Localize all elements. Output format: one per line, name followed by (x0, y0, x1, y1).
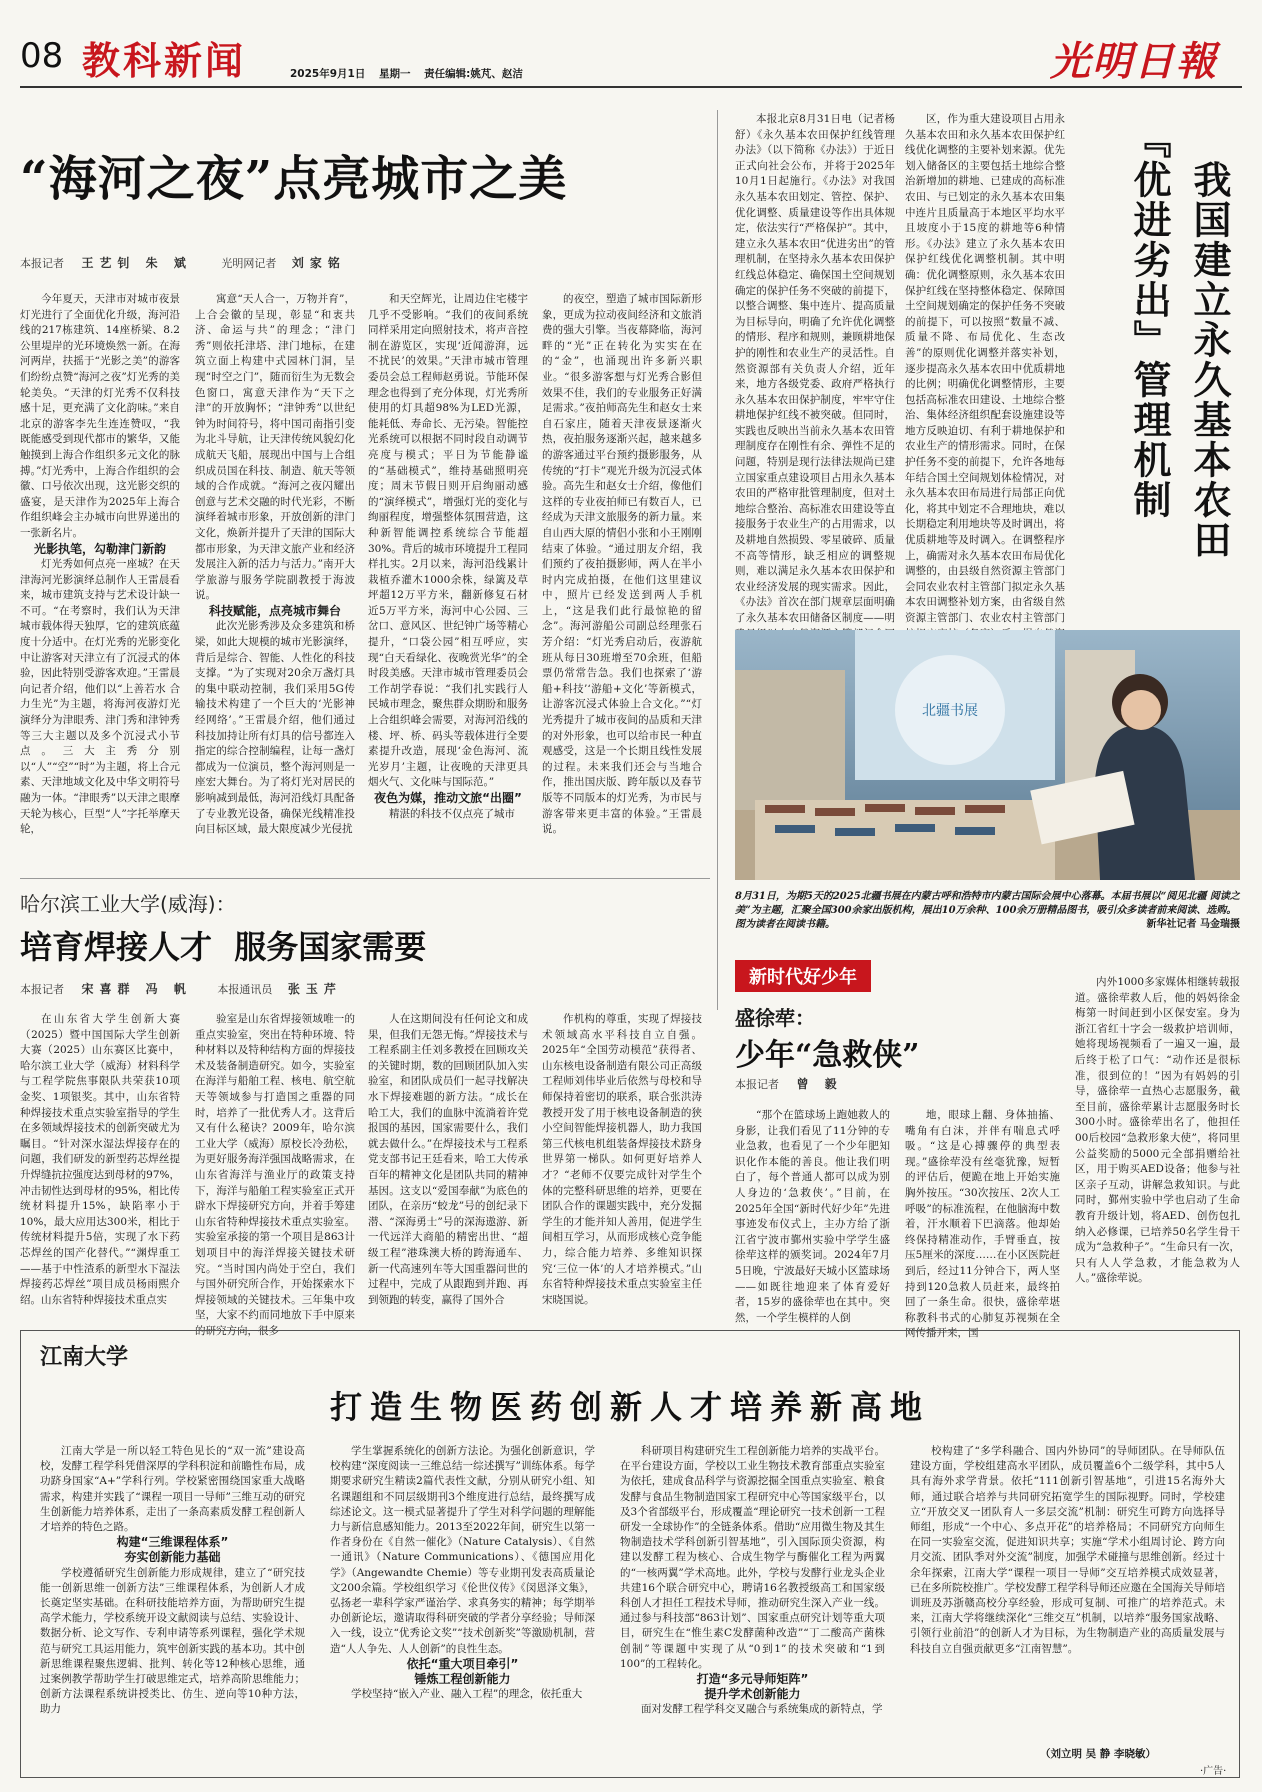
article1-column-4: 的夜空，塑造了城市国际新形象，更成为拉动夜间经济和文旅消费的强大引擎。当夜幕降临，海河畔的“光”正在转化为实实在在的“金”，也涌现出许多新兴职业。“很多游客想与灯光秀合影但效果不佳，我们的专业服务正好满足需求。”夜拍师高先生和赵女士来自石家庄，随着天津夜景逐渐火热，夜拍服务逐渐兴起，越来越多的游客通过平台预约摄影服务，从传统的“打卡”观光升级为沉浸式体验。高先生和赵女士介绍，像他们这样的专业夜拍师已有数百人，已经成为天津文旅服务的新力量。来自山西大原的情侣小张和小王刚刚结束了体验。“通过朋友介绍，我们预约了夜拍摄影师，两人在半小时内完成拍摄，在他们这里建议中，照片已经发送到两人手机上，“这是我们此行最惊艳的留念”。海河游船公司副总经理张石芳介绍：“灯光秀启动后，夜游航班从每日30班增至70余班，但船票仍常常告急。我们也探索了‘游船+科技’‘游船+文化’等新模式，让游客沉浸式体验上合文化。”“灯光秀提升了城市夜间的品质和天津的对外形象，也可以给市民一种直观感受，这是一个长期且线性发展的过程。未来我们还会与当地合作，推出国庆版、跨年版以及春节版等不同版本的灯光秀，为市民与游客带来更丰富的体验。”王雷晨说。 (542, 293, 702, 836)
article5-subhead-1b: 夯实创新能力基础 (124, 1550, 221, 1565)
article1-subhead-3: 夜色为媒，推动文旅“出圈” (374, 791, 522, 805)
article1-subhead-1: 光影执笔，勾勒津门新韵 (33, 541, 166, 556)
book-fair-photo (735, 630, 1240, 880)
article3-title-line-2: 『优进劣出』管理机制 (1127, 120, 1172, 520)
article3-title-line-1: 我国建立永久基本农田 (1187, 160, 1232, 560)
article5-column-4: 校构建了“多学科融合、国内外协同”的导师团队。在导师队伍建设方面，学校组建高水平团队，成员覆盖6个二级学科，其中5人具有海外求学背景。依托“111创新引智基地”，引进15名海外大师，通过联合培养与共同研究拓宽学生的国际视野。同时，学校建立“开放交叉一团队育人一多层交流”机制：研究生可跨方向选择导师组，形成“一个中心、多点开花”的培养格局；不同研究方向师生在同一实验室交流，促进知识共享；实施“学术小组周讨论、跨方向月交流、团队季对外交流”制度，加强学术碰撞与思维创新。经过十余年探索，江南大学“课程一项目一导师”交互培养模式成效显著，已在多所院校推广。学校发酵工程学科导师还应邀在全国海关导师培训班及苏浙赣高校分享经验，形成可复制、可推广的培养范式。未来，江南大学将继续深化“三维交互”机制，以培养“服务国家战略、引领行业前沿”的创新人才为目标，为生物制造产业的高质量发展与科技自立自强贡献更多“江南智慧”。 (910, 1445, 1225, 1655)
article5-subhead-3b: 提升学术创新能力 (704, 1687, 801, 1702)
article2-byline: 本报记者 宋喜群 冯 帆 本报通讯员 张玉芹 (20, 982, 342, 996)
book-fair-photo-illustration (735, 630, 1240, 880)
article5-column-2: 学生掌握系统化的创新方法论。为强化创新意识，学校构建“深度阅读一三维总结一综述撰写”训练体系。每学期要求研究生精读2篇代表性文献，分别从研究小组、知名课题组和不同层级期刊3个维度进行总结，最终撰写成综述论文。这一模式显著提升了学生对科学问题的理解能力与新信息感知能力。2013至2022年间，研究生以第一作者身份在《自然一催化》（Nature Catalysis）、《自然一通讯》（Nature Communications）、《德国应用化学》（Angewandte Chemie）等专业期刊发表高质量论文200余篇。学校组织学习《伦世仪传》《闵恩泽文集》，弘扬老一辈科学家严谨治学、求真务实的精神；每学期举办创新论坛，邀请取得科研突破的学者分享经验；导师深入一线，设立“优秀论文奖”“技术创新奖”等激励机制，营造“人人争先、人人创新”的良性生态。 依托“重大项目牵引” 锤炼工程创新能力 学校坚持“嵌入产业、融入工程”的理念，依托重大 (330, 1445, 595, 1701)
article4-column-2: 地，眼球上翻、身体抽搐、嘴角有白沫，并伴有喘息式呼吸。“这是心搏骤停的典型表现。”盛徐荦没有丝毫犹豫，短暂的评估后，便跪在地上开始实施胸外按压。“30次按压、2次人工呼吸”的标准流程，在他脑海中数着，汗水顺着下巴滴落。他却始终保持精准动作，手臂垂直，按压5厘米的深度……在小区医院赶到后，经过11分钟合下，两人坚持到120急救人员赶来，最终拍回了一条生命。很快，盛徐荦堪称教科书式的心肺复苏视频在全网传播开来，国 (905, 1109, 1060, 1340)
article2-column-1: 在山东省大学生创新大赛（2025）暨中国国际大学生创新大赛（2025）山东赛区比赛中，哈尔滨工业大学（威海）材料科学与工程学院焦事限队共荣获10项金奖、1项银奖。其中，山东省特种焊接技术重点实验室指导的学生在多领域焊接技术的创新突破尤为瞩目。“针对深水湿法焊接存在的问题，我们研发的新型药芯焊丝提升焊缝抗拉强度达到母材的97%，冲击韧性达到母材的95%，相比传统材料提升15%，缺陷率小于10%，最大应用达300米，相比于传统材料提升5倍，实现了水下药芯焊丝的国产化替代。”“渊焊重工——基于中性渣系的新型水下湿法焊接药芯焊丝”项目成员杨雨熙介绍。山东省特种焊接技术重点实 (20, 1013, 180, 1306)
article5-authors: （刘立明 吴 静 李晓敏） (1040, 1748, 1156, 1760)
svg-text:北疆书展: 北疆书展 (922, 703, 978, 719)
article5-subhead-2a: 依托“重大项目牵引” (406, 1656, 519, 1671)
article4-column-1: “那个在篮球场上跑她救人的身影，让我们看见了11分钟的专业急救，也看见了一个少年肥知识化作本能的善良。他让我们明白了，每个普通人都可以成为别人身边的‘急救侠’。”目前，在2025年全国“新时代好少年”先进事迹发布仪式上，主办方给了浙江省宁波市鄞州实验中学学生盛徐荦这样的颁奖词。2024年7月5日晚，宁波最好天城小区篮球场——如既往地迎来了体育爱好者，15岁的盛徐荦也在其中。突然，一个学生模样的人倒 (735, 1109, 890, 1324)
masthead-rule (20, 86, 1242, 88)
article1-byline: 本报记者 王艺钊 朱 斌 光明网记者 刘家铭 (20, 256, 346, 270)
article5-subhead-2b: 锤炼工程创新能力 (414, 1672, 511, 1687)
ad-mark: ·广告· (1200, 1766, 1227, 1777)
paper-logo: 光明日報 (1050, 38, 1218, 85)
article4-title: 少年“急救侠” (735, 1038, 920, 1073)
article2-column-4: 作机构的尊重，实现了焊接技术领域高水平科技自立自强。2025年“全国劳动模范”获得者、山东核电设备制造有限公司正高级工程师刘伟毕业后依然与母校和导师保持着密切的联系，联合张洪涛教授开发了用于核电设备制造的狭小空间智能焊接机器人，助力我国第三代核电机组装备焊接技术跻身世界第一梯队。如何更好培养人才？“老师不仅要完成针对学生个体的完整科研思维的培养，更要在团队合作的课题实践中，充分发掘学生的才能并知人善用，促进学生间相互学习，从而形成核心竞争能力，综合能力培养、多维知识探究‘三位一体’的人才培养模式。”山东省特种焊接技术重点实验室主任宋晓国说。 (542, 1013, 702, 1306)
article4-byline: 本报记者 曾 毅 (735, 1077, 843, 1091)
article1-subhead-2: 科技赋能，点亮城市舞台 (208, 603, 341, 618)
article2-column-3: 人在这期间没有任何论文和成果，但我们无怨无悔。”焊接技术与工程系副主任刘多教授在回顾攻关的关键时期，数的回顾团队加入实验室，和团队成员们一起寻找解决水下焊接难题的新方法。“成长在哈工大，我们的血脉中流淌着许党报国的基因，国家需要什么，我们就去做什么。”在焊接技术与工程系党支部书记王廷看来，哈工大传承百年的精神文化是团队共同的精神基因。这支以“爱国奉献”为底色的团队，在亲历“蛟龙”号的创纪录下潜、“深海勇士”号的深海遨游、新一代远洋大商船的精密出世、“超级工程”港珠澳大桥的跨海通车、新一代高速列车等大国重器问世的过程中，完成了从跟跑到并跑、再到领跑的转变，赢得了国外合 (368, 1013, 528, 1306)
article1-title: “海河之夜”点亮城市之美 (20, 151, 568, 207)
article4-column-3: 内外1000多家媒体相继转载报道。盛徐荦救人后，他的妈妈徐金梅第一时间赶到小区保安室。身为浙江省红十字会一级救护培训师，她将现场视频看了一遍又一遍，最后终于松了口气：“动作还是很标准，很到位的！”因为有妈妈的引导，盛徐荦一直热心志愿服务，截至目前，盛徐荦累计志愿服务时长300小时。盛徐荦出名了，他担任00后校园“急救形象大使”，将同里公益奖励的5000元全部捐赠给社区，用于购买AED设备；他参与社区亲子互动，讲解急救知识。与此同时，鄞州实验中学也启动了生命教育升级计划，将AED、创伤包扎纳入必修课，已培养50名学生骨干成为“急救种子”。“生命只有一次，只有人人学急救，才能急救为人人。”盛徐荦说。 (1075, 976, 1240, 1285)
article1-column-3: 和天空辉光，让周边住宅楼宇几乎不受影响。“我们的夜间系统同样采用定向照射技术，将声音控制在游览区，实现‘近闻游湃，远不扰民’的效果。”天津市城市管理委员会总工程师赵勇说。节能环保理念也得到了充分体现，灯光秀所使用的灯具超98%为LED光源，能耗低、寿命长、无污染。智能控光系统可以根据不同时段自动调节亮度与模式；平日为节能静谧的“基础模式”，维持基础照明亮度；周末节假日则开启绚丽动感的“演绎模式”，增强灯光的变化与绚丽程度，增强整体氛围营造，这种新智能调控系统综合节能超30%。背后的城市环境提升工程同样扎实。2月以来，海河沿线累计栽植乔灌木1000余株，绿篱及草坪超12万平方米，翻新修复石材近5万平方米，海河中心公园、三岔口、意风区、世纪钟广场等精心提升，“口袋公园”相互呼应，实现“白天看绿化、夜晚赏光华”的全时段美感。天津市城市管理委员会工作胡学春说：“我们扎实践行人民城市理念，聚焦群众期盼和服务上合组织峰会需要，对海河沿线的楼、坪、桥、码头等载体进行全要素提升改造，展现‘金色海河、流光岁月’主题，让夜晚的天津更具烟火气、文化味与国际范。” 夜色为媒，推动文旅“出圈” 精湛的科技不仅点亮了城市 (368, 293, 528, 820)
article5-column-1: 江南大学是一所以轻工特色见长的“双一流”建设高校，发酵工程学科凭借深厚的学科积淀和前瞻性布局，成功跻身国家“A+”学科行列。学校紧密围绕国家重大战略需求，构建并实践了“课程一项目一导师”三维互动的研究生创新能力培养体系，走出了一条高素质发酵工程创新人才培养的特色之路。 构建“三维课程体系” 夯实创新能力基础 学校遵循研究生创新能力形成规律，建立了“研究技能一创新思维一创新方法”三维课程体系，为创新人才成长奠定坚实基础。在科研技能培养方面，为帮助研究生提高学术能力，学校系统开设文献阅读与总结、实验设计、数据分析、论文写作、专利申请等系列课程，强化学术规范与研究工具运用能力，筑牢创新实践的基本功。其中创新思维课程聚焦逻辑、批判、转化等12种核心思维，通过案例教学帮助学生打破思维定式，培养高阶思维能力；创新方法课程系统讲授类比、仿生、逆向等10种方法，助力 (40, 1445, 305, 1716)
date-line (290, 66, 523, 81)
article4-kicker: 盛徐荦： (735, 1006, 815, 1030)
divider-vertical-1 (717, 110, 718, 1010)
article5-subhead-3a: 打造“多元导师矩阵” (696, 1672, 809, 1687)
page-number: 08 (20, 36, 64, 76)
date: 2025年9月1日 (290, 68, 366, 80)
editors: 责任编辑:姚芃、赵洁 (424, 68, 523, 80)
article2-column-2: 验室是山东省焊接领域唯一的重点实验室，突出在特种环境、特种材料以及特种结构方面的焊接技术及装备制造研究。如今，实验室在海洋与船舶工程、核电、航空航天等领域参与打造国之重器的同时，培养了一批优秀人才。这背后又有什么秘诀？2009年，哈尔滨工业大学（威海）原校长冷劲松，为更好服务海洋强国战略需求，在山东省海洋与渔业厅的政策支持下，海洋与船舶工程实验室正式开辟水下焊接研究方向，并着手筹建山东省特种焊接技术重点实验室。实验室承接的第一个项目是863计划项目中的海洋焊接关键技术研究。“当时国内尚处于空白，我们与国外研究所合作，开始探索水下焊接领域的关键技术。三年集中攻坚，大家不约而同地放下手中原来的研究方向，很多 (195, 1013, 355, 1337)
photo-caption: 8月31日，为期5天的2025北疆书展在内蒙古呼和浩特市内蒙古国际会展中心落幕。本届书展以“阅见北疆 阅读之美”为主题，汇聚全国300余家出版机构，展出10万余种、100余万册精品图书，吸引众多读者前来阅读、选购。图为读者在阅读书籍。 新华社记者 马金瑞摄 (735, 891, 1240, 930)
divider-horizontal-1 (20, 878, 710, 879)
article1-column-1: 今年夏天，天津市对城市夜景灯光进行了全面优化升级，海河沿线的217栋建筑、14座桥梁、8.2公里堤岸的光环境焕然一新。在海河两岸，扶摇于“光影之美”的游客们纷纷点赞“海河之夜”灯光秀的美轮美奂。“天津的灯光秀不仅科技感十足，更充满了文化韵味。”来自北京的游客李先生连连赞叹，“我既能感受到现代都市的繁华，又能触摸到上海合作组织多元文化的脉搏。”灯光秀中，上海合作组织的会徽、口号依次出现，这光影交织的盛宴，是天津作为2025年上海合作组织峰会主办城市向世界递出的一张新名片。 光影执笔，勾勒津门新韵 灯光秀如何点亮一座城？在天津海河光影演绎总制作人王雷晨看来，城市建筑支持与艺术设计缺一不可。“在考察时，我们认为天津城市载体得天独厚，它的建筑底蕴度十分适中。在灯光秀的光影变化中让游客对天津立有了沉浸式的体验，因此特别受游客欢迎。”王雷晨向记者介绍，他们以“上善若水 合力生光”为主题，将海河夜游灯光演绎分为津眼秀、津门秀和津钟秀等三大主题以及多个沉浸式小节点。三大主秀分别以“人”“空”“时”为主题，将上合元素、天津地域文化及中华文明符号融为一体。“津眼秀”以天津之眼摩天轮为核心，巨型“人”字托举摩天轮， (20, 293, 180, 836)
article5-column-3: 科研项目构建研究生工程创新能力培养的实战平台。在平台建设方面，学校以工业生物技术教育部重点实验室为依托，建成食品科学与资源挖掘全国重点实验室、粮食发酵与食品生物制造国家工程研究中心等国家级平台，以及3个省部级平台，形成覆盖“理论研究一技术创新一工程研发一全球协作”的全链条体系。借助“应用微生物及其生物制造技术学科创新引智基地”，引入国际顶尖资源，构建以发酵工程为核心、合成生物学与酶催化工程为两翼的“一核两翼”学术高地。此外，学校与发酵行业龙头企业共建16个联合研究中心，聘请16名教授级高工和国家级科创人才担任工程技术导师，推动研究生深入产业一线。通过参与科技部“863计划”、国家重点研究计划等重大项目，研究生在“惟生素C发酵菌种改造”“丁二酸高产菌株创制”等课题中实现了从“0到1”的技术突破和“1到100”的工程转化。 打造“多元导师矩阵” 提升学术创新能力 面对发酵工程学科交叉融合与系统集成的新特点，学 (620, 1445, 885, 1716)
article2-kicker: 哈尔滨工业大学(威海)： (20, 892, 236, 916)
column-tag: 新时代好少年 (735, 960, 871, 992)
article5-title: 打造生物医药创新人才培养新高地 (329, 1388, 930, 1426)
photo-credit: 新华社记者 马金瑞摄 (1146, 919, 1240, 930)
article3-column-1: 本报北京8月31日电（记者杨舒）《永久基本农田保护红线管理办法》（以下简称《办法》）于近日正式向社会公布，并将于2025年10月1日起施行。《办法》对我国永久基本农田划定、管控、保护、优化调整、质量建设等作出具体规定，依法实行“严格保护”。其中，建立永久基本农田“优进劣出”的管理机制，在坚持永久基本农田保护红线总体稳定、确保国土空间规划确定的保护任务不突破的前提下，以整合调整、集中连片、提高质量为目标导向，明确了允许优化调整的情形、程序和规则，兼顾耕地保护的刚性和农业生产的灵活性。自然资源部有关负责人介绍，近年来，地方各级党委、政府严格执行永久基本农田保护制度，牢牢守住耕地保护红线不被突破。但同时，实践也反映出当前永久基本农田管理制度存在刚性有余、弹性不足的问题，特别是现行法律法规尚已建立国家重点建设项目占用永久基本农田的严格审批管理制度，但对土地综合整治、高标准农田建设等直接服务于农业生产的占用需求，以及耕地自然损毁、零星破碎、质量不高等情形，缺乏相应的调整规则，难以满足永久基本农田保护和农业经济发展的现实需求。因此，《办法》首次在部门规章层面明确了永久基本农田储备区制度——明 (735, 113, 895, 624)
weekday: 星期一 (379, 68, 411, 80)
article5-school: 江南大学 (40, 1345, 129, 1370)
article2-title: 培育焊接人才 服务国家需要 (20, 928, 427, 966)
section-title: 教科新闻 (82, 39, 247, 83)
article3-column-2: 区，作为重大建设项目占用永久基本农田和永久基本农田保护红线优化调整的主要补划来源。优先划入储备区的主要包括土地综合整治新增加的耕地、已建成的高标准农田、与已划定的永久基本农田集中连片且质量高于本地区平均水平且坡度小于15度的耕地等6种情形。《办法》建立了永久基本农田保护红线优化调整机制。其中明确：优化调整原则，永久基本农田保护红线在坚持整体稳定、保障国土空间规划确定的保护任务不突破的前提下，可以按照“数量不减、质量不降、布局优化、生态改善”的原则优化调整并落实补划，逐步提高永久基本农田中优质耕地的比例；明确优化调整情形，主要包括高标准农田建设、土地综合整治、集体经济组织配套设施建设等地方反映迫切、有利于耕地保护和农业生产的情形需求。同时，在保护任务不变的前提下，允许各地每年结合国土空间规划体检情况，对永久基本农田布局进行局部正向优化，将其中划定不合理地块，难以长期稳定利用地块等及时调出，将优质耕地等及时调入。在调整程序上，确需对永久基本农田布局优化调整的，由县级自然资源主管部门会同农业农村主管部门拟定永久基本农田调整补划方案，由省级自然资源主管部门、农业农村主管部门 (905, 113, 1065, 624)
article1-column-2: 寓意“天人合一，万物并育”，上合会徽的呈现，彰显“和衷共济、命运与共”的理念；“津门秀”则依托津塔、津门地标，在建筑立面上构建中式园林门洞，呈现“时空之门”，随而衍生为无数会色窗口，寓意天津作为“天下之津”的开放胸怀；“津钟秀”以世纪钟为时间符号，将中国司南指引变为北斗导航，让天津传统风貌幻化成航天飞船，展现出中国与上合组织成员国在科技、制造、航天等领域的合作成就。“海河之夜闪耀出创意与艺术交融的时代光彩，不断演绎着城市形象，开放创新的津门文化，焕新并提升了天津的国际大都市形象，为天津文旅产业和经济发展注入新的活力与活力。”南开大学旅游与服务学院副教授于海波说。 科技赋能，点亮城市舞台 此次光影秀涉及众多建筑和桥梁，如此大规模的城市光影演绎，背后是综合、智能、人性化的科技支撑。“为了实现对20余万盏灯具的集中联动控制，我们采用5G传输技术构建了一个巨大的‘光影神经网络’。”王雷晨介绍，他们通过科技加持让所有灯具的信号都连入指定的综合控制编程，让每一盏灯都成为一位演员，整个海河则是一座宏大舞台。为了将灯光对居民的影响减到最低，海河沿线灯具配备了专业教光设备，确保光线精准投向目标区域，最大限度减少光侵扰 (195, 293, 355, 836)
article5-subhead-1a: 构建“三维课程体系” (116, 1535, 229, 1550)
